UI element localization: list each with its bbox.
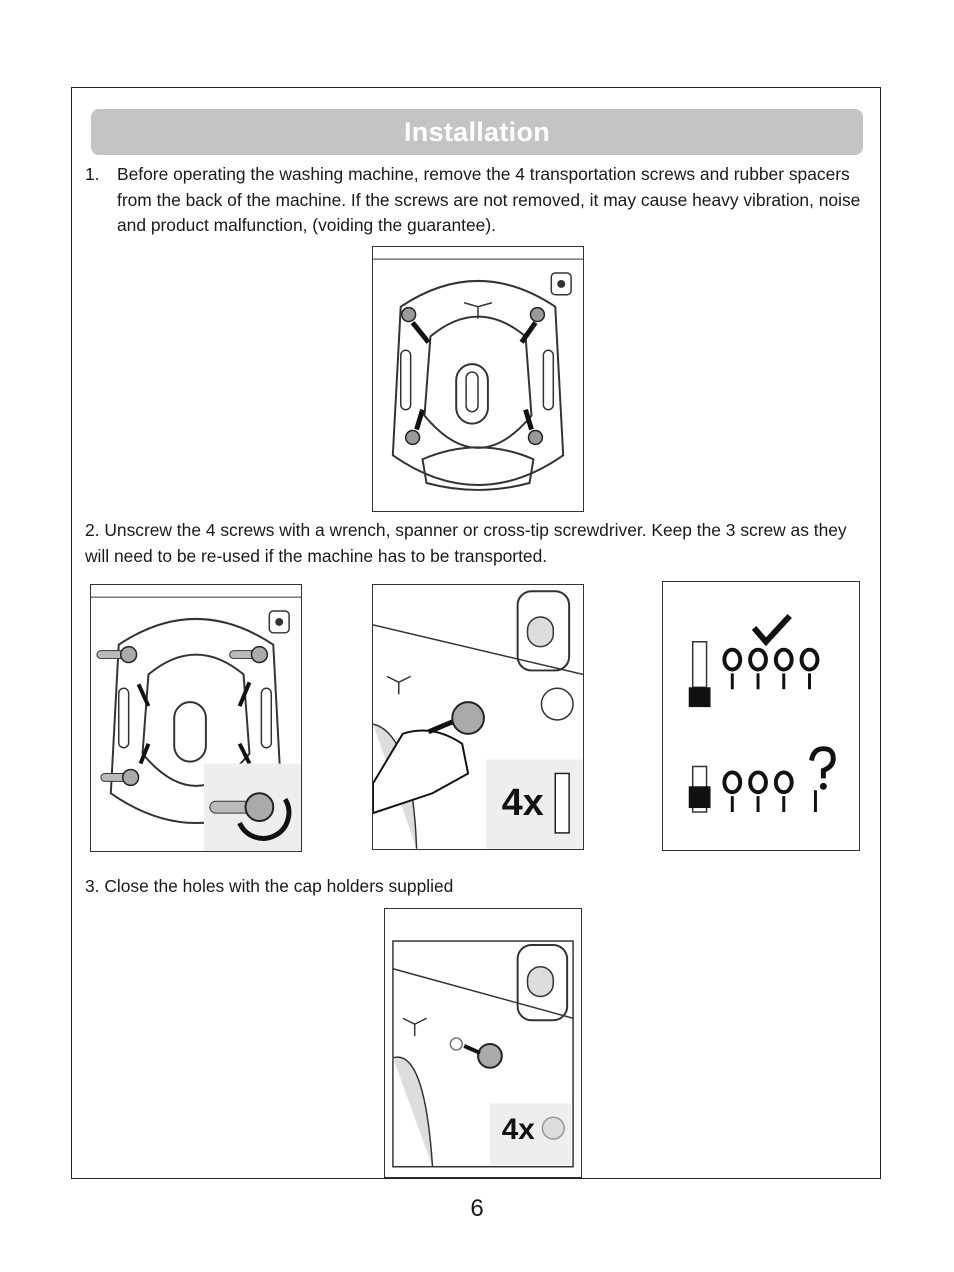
machine-back-illustration	[373, 247, 583, 511]
cap-holders-illustration	[385, 909, 581, 1177]
figure-unscrew-wrench	[90, 584, 302, 852]
figure-cap-holders	[384, 908, 582, 1178]
keep-screws-illustration	[663, 582, 859, 850]
screw-marker-top-left	[402, 308, 429, 343]
check-icon	[754, 616, 790, 642]
step-2-text: 2. Unscrew the 4 screws with a wrench, spanner or cross-tip screwdriver. Keep the 3 screw as they will need to be re-used if the machine has to be transported.	[85, 520, 847, 566]
step-1-text: Before operating the washing machine, remove the 4 transportation screws and rubber spacers from the back of the machine. If the screws are not removed, it may cause heavy vibration, noise and product malfunction, (voiding the guarantee).	[117, 164, 861, 235]
section-title: Installation	[91, 109, 863, 155]
step-3-count-label: 4x	[501, 1113, 535, 1147]
question-mark-icon	[811, 749, 833, 790]
wrench-illustration	[91, 585, 301, 851]
figure-machine-back-screws	[372, 246, 584, 512]
step-2-count-label: 4x	[501, 781, 544, 824]
step-1	[85, 162, 875, 239]
screw-marker-bottom-left	[406, 410, 423, 445]
step-1-number: 1.	[85, 164, 100, 184]
screw-marker-bottom-right	[526, 410, 543, 445]
figure-hand-remove-screw	[372, 584, 584, 850]
page-number: 6	[470, 1195, 484, 1222]
hand-screw-illustration	[373, 585, 583, 849]
step-3-text: 3. Close the holes with the cap holders supplied	[85, 876, 454, 896]
figure-keep-screws	[662, 581, 860, 851]
screw-marker-top-right	[522, 308, 545, 343]
